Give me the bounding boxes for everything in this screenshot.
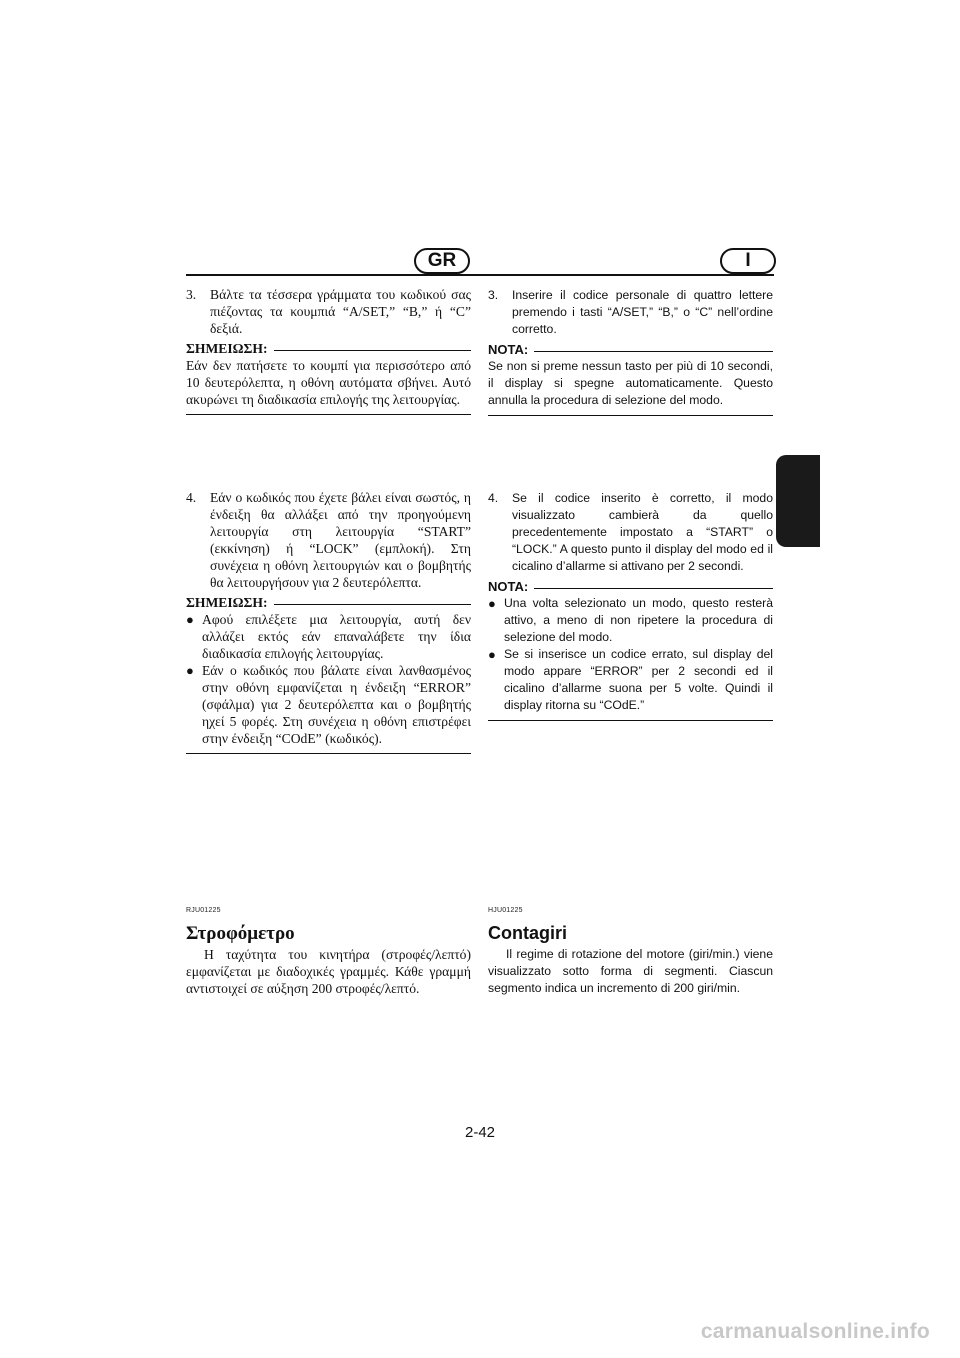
note-rule: [274, 604, 471, 605]
bullet-text: Αφού επιλέξετε μια λειτουργία, αυτή δεν αλλάζει εκτός εάν επαναλάβετε την ίδια διαδικασία επιλογής λειτουργίας.: [202, 612, 471, 661]
italian-step4-block: [488, 490, 773, 721]
bullet-icon: ●: [488, 596, 496, 611]
greek-step4-block: [186, 489, 471, 754]
note-rule: [534, 588, 773, 589]
note-end-rule: [488, 720, 773, 721]
italian-step-4: [488, 490, 773, 575]
chapter-thumb-tab: [776, 455, 820, 547]
watermark-text[interactable]: carmanualsonline.info: [700, 1320, 930, 1343]
italian-note-bullet: [488, 646, 773, 714]
italian-note-heading: [488, 578, 773, 595]
greek-step-3: [186, 286, 471, 337]
language-badge-greek: GR: [414, 248, 470, 274]
step-text: Εάν ο κωδικός που έχετε βάλει είναι σωστός, η ένδειξη θα αλλάξει από την προηγούμενη λειτουργία στη λειτουργία “START” (εκκίνηση) ή “LOCK” (εμπλοκή). Στη συνέχεια η οθόνη λειτουργιών και ο βομβητής θα λειτουργήσουν για 2 δευτερόλεπτα.: [210, 490, 471, 590]
greek-note-heading: [186, 340, 471, 357]
section-code: HJU01225: [488, 907, 523, 914]
italian-note-heading: [488, 341, 773, 358]
greek-note-body: Εάν δεν πατήσετε το κουμπί για περισσότερο από 10 δευτερόλεπτα, η οθόνη αυτόματα σβήνει. Αυτό ακυρώνει τη διαδικασία επιλογής της λειτουργίας.: [186, 358, 471, 407]
bullet-icon: ●: [186, 663, 194, 678]
note-label: ΣΗΜΕΙΩΣΗ:: [186, 341, 268, 356]
italian-step-3: [488, 287, 773, 338]
italian-tachometer-section: [488, 902, 773, 997]
bullet-text: Εάν ο κωδικός που βάλατε είναι λανθασμένος στην οθόνη εμφανίζεται η ένδειξη “ERROR” (σφάλμα) για 2 δευτερόλεπτα και ο βομβητής ηχεί 5 φορές. Στη συνέχεια η οθόνη επιστρέφει στην ένδειξη “COdE” (κωδικός).: [202, 663, 471, 746]
note-end-rule: [186, 414, 471, 415]
step-number: 4.: [488, 491, 499, 505]
section-body: Η ταχύτητα του κινητήρα (στροφές/λεπτό) εμφανίζεται με διαδοχικές γραμμές. Κάθε γραμμή αντιστοιχεί σε αύξηση 200 στροφές/λεπτό.: [186, 947, 471, 996]
step-text: Se il codice inserito è corretto, il modo visualizzato cambierà da quello precedentemente impostato a “START” o “LOCK.” A questo punto il display del modo ed il cicalino d’allarme si attivano per 2 secondi.: [512, 491, 773, 573]
step-text: Inserire il codice personale di quattro lettere premendo i tasti “A/SET,” “B,” o “C” nell’ordine corretto.: [512, 288, 773, 336]
note-end-rule: [186, 753, 471, 754]
bullet-text: Una volta selezionato un modo, questo resterà attivo, a meno di non ripetere la procedura di selezione del modo.: [504, 596, 773, 644]
header-rule: [186, 274, 774, 276]
bullet-text: Se si inserisce un codice errato, sul display del modo appare “ERROR” per 2 secondi ed il cicalino d’allarme suona per 5 volte. Quindi il display ritorna su “COdE.”: [504, 647, 773, 712]
page-number: 2-42: [464, 1124, 496, 1141]
bullet-icon: ●: [488, 647, 496, 662]
greek-step3-block: [186, 286, 471, 415]
note-rule: [274, 350, 471, 351]
language-badge-italian: I: [720, 248, 776, 274]
italian-note-bullet: [488, 595, 773, 646]
greek-step-4: [186, 489, 471, 591]
note-label: ΣΗΜΕΙΩΣΗ:: [186, 595, 268, 610]
note-end-rule: [488, 415, 773, 416]
section-title: Στροφόμετρο: [186, 923, 295, 944]
greek-tachometer-section: [186, 902, 471, 997]
italian-step3-block: [488, 287, 773, 416]
note-rule: [534, 351, 773, 352]
bullet-icon: ●: [186, 612, 194, 627]
section-code: RJU01225: [186, 907, 221, 914]
greek-note-heading: [186, 594, 471, 611]
note-label: NOTA:: [488, 342, 529, 357]
italian-note-body: Se non si preme nessun tasto per più di 10 secondi, il display si spegne automaticamente. Questo annulla la procedura di selezione del modo.: [488, 359, 773, 407]
section-body: Il regime di rotazione del motore (giri/min.) viene visualizzato sotto forma di segmenti. Ciascun segmento indica un incremento di 200 giri/min.: [488, 947, 773, 995]
greek-note-bullet: [186, 662, 471, 747]
section-title: Contagiri: [488, 923, 567, 943]
greek-note-bullet: [186, 611, 471, 662]
note-label: NOTA:: [488, 579, 529, 594]
step-number: 3.: [186, 287, 197, 302]
step-number: 3.: [488, 288, 499, 302]
step-text: Βάλτε τα τέσσερα γράμματα του κωδικού σας πιέζοντας τα κουμπιά “A/SET,” “B,” ή “C” δεξιά.: [210, 287, 471, 336]
step-number: 4.: [186, 490, 197, 505]
